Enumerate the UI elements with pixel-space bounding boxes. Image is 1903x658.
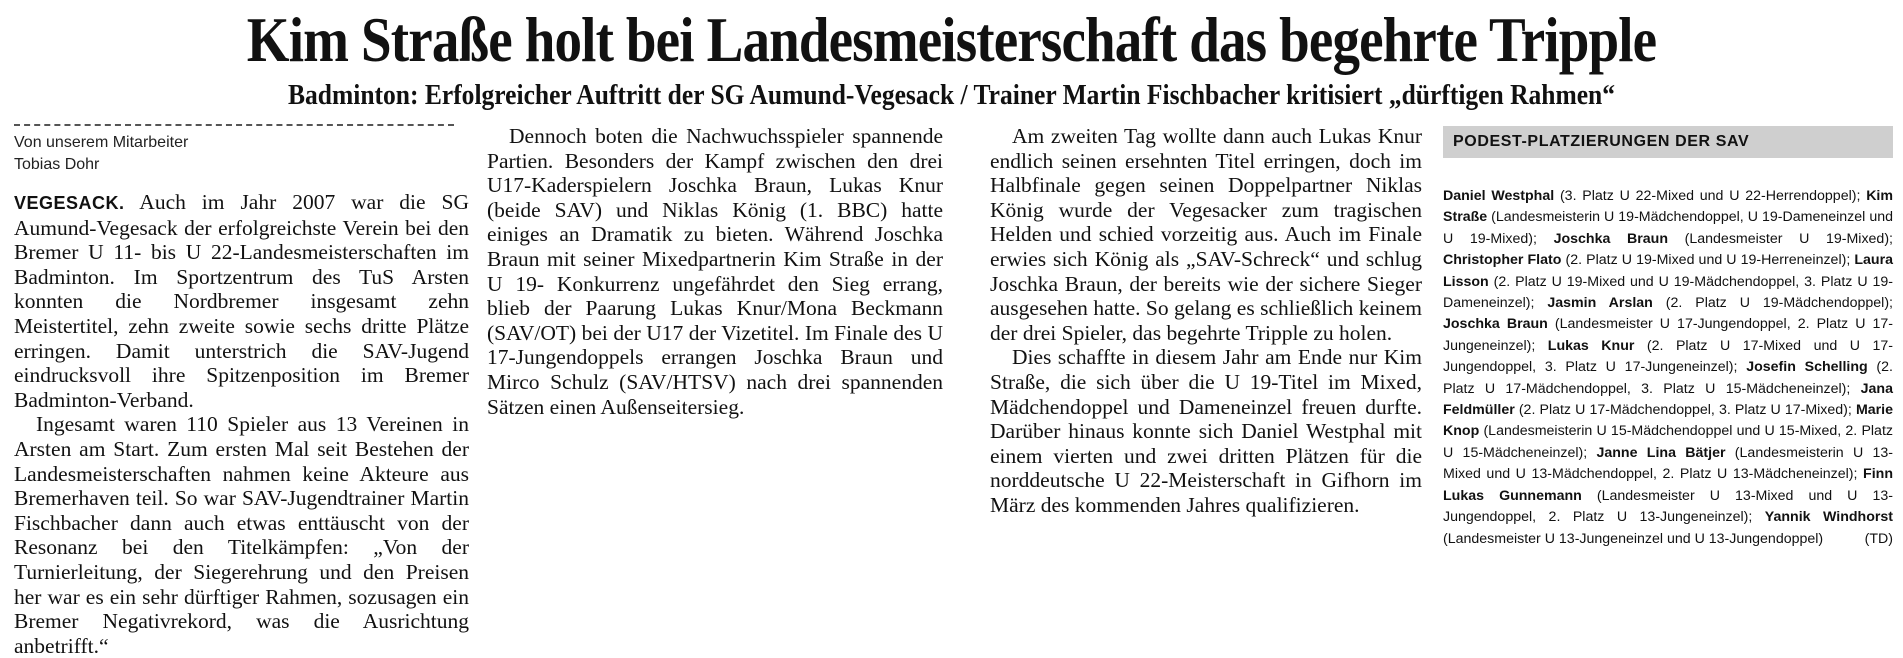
podium-placements: (Landesmeister U 17-Jungendoppel, 2. Platz U 17-Jungeneinzel); (1443, 316, 1894, 354)
podium-placements: (2. Platz U 17-Mädchendoppel, 3. Platz U 17-Mixed); (1514, 402, 1856, 419)
podium-player-name: Finn Lukas Gunnemann (1443, 466, 1893, 504)
podium-player-name: Joschka Braun (1443, 316, 1548, 333)
byline-role: Von unserem Mitarbeiter (14, 134, 189, 151)
podium-player-name: Janne Lina Bätjer (1596, 444, 1726, 461)
podium-player-name: Daniel Westphal (1443, 188, 1555, 204)
dateline: VEGESACK. (14, 193, 125, 213)
podium-player-name: Lukas Knur (1547, 337, 1635, 354)
paragraph-3: Dennoch boten die Nachwuchsspieler spannende Partien. Besonders der Kampf zwischen den drei U17-Kaderspielern Joschka Braun, Lukas Knur (beide SAV) und Niklas König (1. BBC) hatte einiges an Dramatik zu bieten. Während Joschka Braun mit seiner Mixedpartnerin Kim Straße in der U 19- Konkurrenz ungefährdet den Sieg errang, blieb der Paarung Lukas Knur/Mona Beckmann (SAV/OT) bei der U17 der Vizetitel. Im Finale des U 17-Jungendoppels errangen Joschka Braun und Mirco Schulz (SAV/HTSV) nach drei spannenden Sätzen einen Außenseitersieg. (487, 124, 943, 419)
podium-placements: (Landesmeister U 13-Jungeneinzel und U 13-Jungendoppel) (1443, 530, 1824, 547)
subheadline: Badminton: Erfolgreicher Auftritt der SG Aumund-Vegesack / Trainer Martin Fischbacher kritisiert „dürftigen Rahmen“ (287, 79, 1616, 111)
podium-placements: (Landesmeisterin U 15-Mädchendoppel und U 15-Mixed, 2. Platz U 15-Mädcheneinzel); (1443, 423, 1893, 461)
podium-player-name: Christopher Flato (1443, 252, 1562, 269)
podium-player-name: Josefin Schelling (1746, 359, 1868, 376)
podium-player-name: Kim Straße (1443, 188, 1893, 226)
podium-player-name: Yannik Windhorst (1764, 509, 1893, 526)
byline (14, 132, 469, 176)
podium-placements: (Landesmeisterin U 19-Mädchendoppel, U 19-Dameneinzel und U 19-Mixed); (1443, 209, 1893, 247)
headline: Kim Straße holt bei Landesmeisterschaft das begehrte Tripple (246, 4, 1657, 75)
paragraph-1-text: Auch im Jahr 2007 war die SG Aumund-Vegesack der erfolgreichste Verein bei den Bremer U 11- bis U 22-Landesmeisterschaften im Badminton. Im Sportzentrum des TuS Arsten konnten die Nordbremer insgesamt zehn Meistertitel, zehn zweite sowie sechs dritte Plätze erringen. Damit unterstrich die SAV-Jugend eindrucksvoll ihre Spitzenposition im Bremer Badminton-Verband. (14, 190, 469, 412)
podium-placements: (2. Platz U 17-Mixed und U 17-Jungendoppel, 3. Platz U 17-Jungeneinzel); (1443, 337, 1893, 376)
paragraph-2: Ingesamt waren 110 Spieler aus 13 Vereinen in Arsten am Start. Zum ersten Mal seit Bestehen der Landesmeisterschaften nahmen keine Akteure aus Bremerhaven teil. So war SAV-Jugendtrainer Martin Fischbacher dann auch etwas enttäuscht von der Resonanz bei den Titelkämpfen: „Von der Turnierleitung, der Siegerehrung und den Preisen her war es ein sehr dürftiger Rahmen, sozusagen ein Bremer Negativrekord, was die Ausrichtung anbetrifft.“ (14, 412, 469, 658)
podium-player-name: Marie Knop (1443, 402, 1893, 440)
byline-author: Tobias Dohr (14, 156, 100, 173)
podium-player-name: Jasmin Arslan (1547, 295, 1653, 312)
paragraph-5: Dies schaffte in diesem Jahr am Ende nur Kim Straße, die sich über die U 19-Titel im Mixed, Mädchendoppel und Dameneinzel freuen durfte. Darüber hinaus konnte sich Daniel Westphal mit einem vierten und zwei dritten Plätzen für die norddeutsche U 22-Meisterschaft in Gifhorn im März des kommenden Jahres qualifizieren. (990, 345, 1422, 517)
podium-player-name: Jana Feldmüller (1443, 380, 1893, 419)
sidebar-credit: (TD) (1864, 530, 1893, 547)
podium-player-name: Laura Lisson (1443, 252, 1893, 290)
podium-placements: (2. Platz U 19-Mädchendoppel); (1652, 295, 1893, 312)
sidebar-results-text (1443, 186, 1893, 550)
article-column-3 (990, 124, 1422, 518)
podium-placements: (2. Platz U 19-Mixed und U 19-Mädchendoppel, 3. Platz U 19-Dameneinzel); (1443, 273, 1893, 312)
podium-placements: (2. Platz U 17-Mädchendoppel, 3. Platz U 15-Mädcheneinzel); (1443, 359, 1893, 397)
podium-placements: (Landesmeisterin U 13-Mixed und U 13-Mädchendoppel, 2. Platz U 13-Mädcheneinzel); (1443, 444, 1894, 483)
article-column-1 (14, 124, 469, 658)
podium-placements: (Landesmeister U 13-Mixed und U 13-Jungendoppel, 2. Platz U 13-Jungeneinzel); (1443, 487, 1893, 526)
sidebar-title: PODEST-PLATZIERUNGEN DER SAV (1443, 126, 1893, 158)
podium-placements: (2. Platz U 19-Mixed und U 19-Herreneinzel); (1561, 252, 1855, 269)
byline-divider (14, 124, 454, 126)
article-column-2 (487, 124, 943, 419)
podium-placements: (Landesmeister U 19-Mixed); (1668, 230, 1893, 247)
podium-placements: (3. Platz U 22-Mixed und U 22-Herrendoppel); (1554, 188, 1867, 204)
results-sidebar (1443, 126, 1893, 586)
paragraph-4: Am zweiten Tag wollte dann auch Lukas Knur endlich seinen ersehnten Titel erringen, doch im Halbfinale gegen seinen Doppelpartner Niklas König wurde der Vegesacker zum tragischen Helden und schied vorzeitig aus. Auch im Finale erwies sich König als „SAV-Schreck“ und schlug Joschka Braun, der bereits wie der sichere Sieger ausgesehen hatte. So gelang es schließlich keinem der drei Spieler, das begehrte Tripple zu holen. (990, 124, 1422, 345)
paragraph-1 (14, 190, 469, 412)
podium-player-name: Joschka Braun (1553, 230, 1668, 247)
